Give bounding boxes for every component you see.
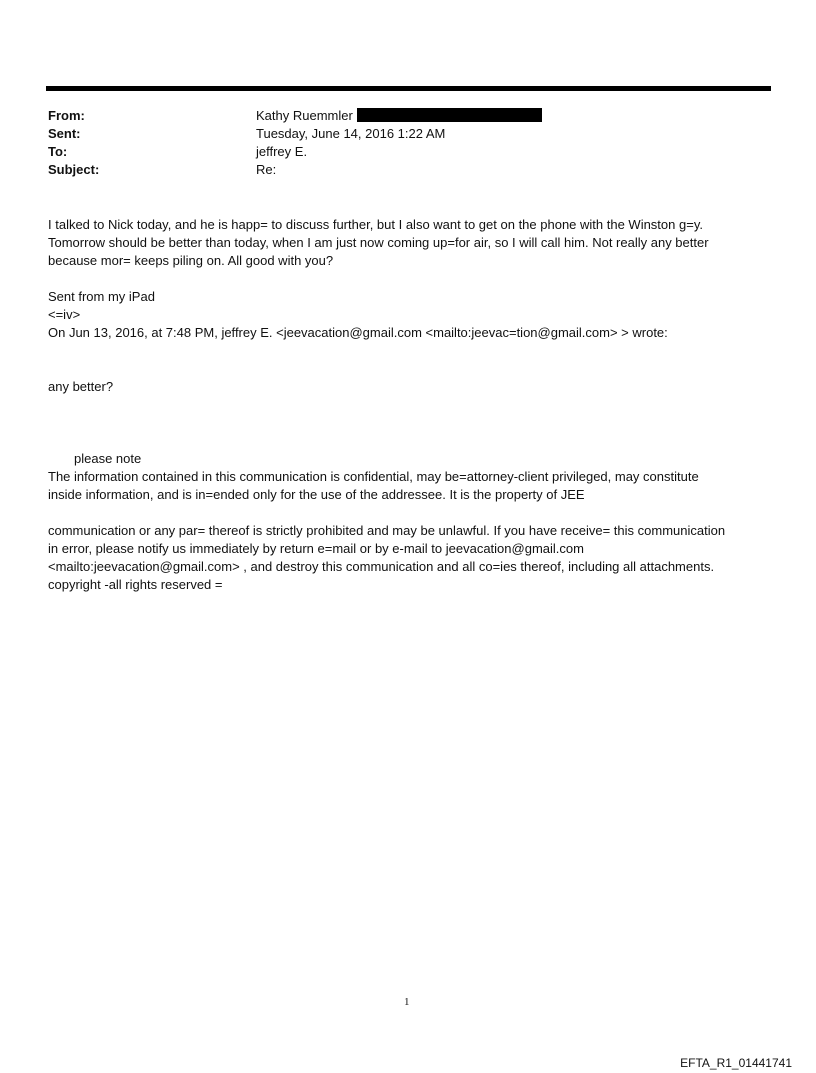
sent-value: Tuesday, June 14, 2016 1:22 AM	[256, 126, 446, 141]
disclaimer-line: communication or any par= thereof is strictly prohibited and may be unlawful. If you have receive= this communication	[48, 523, 726, 538]
header-rule	[46, 86, 771, 91]
redaction-bar	[357, 108, 542, 122]
subject-value: Re:	[256, 162, 277, 177]
disclaimer-line: inside information, and is in=ended only for the use of the addressee. It is the property of JEE	[48, 487, 585, 502]
message-paragraph	[48, 216, 768, 270]
paragraph-line: Tomorrow should be better than today, when I am just now coming up=for air, so I will call him. Not really any better	[48, 235, 709, 250]
quote-header-line: On Jun 13, 2016, at 7:48 PM, jeffrey E. <jeevacation@gmail.com <mailto:jeevac=tion@gmail.com> > wrote:	[48, 325, 668, 340]
page-number: 1	[404, 996, 410, 1008]
to-value: jeffrey E.	[256, 144, 308, 159]
from-name: Kathy Ruemmler	[256, 108, 353, 123]
from-value	[256, 108, 542, 123]
from-label: From:	[48, 108, 85, 123]
to-label: To:	[48, 144, 68, 159]
disclaimer-line: in error, please notify us immediately by return e=mail or by e-mail to jeevacation@gmail.com	[48, 541, 584, 556]
disclaimer-line: copyright -all rights reserved =	[48, 577, 223, 592]
sent-label: Sent:	[48, 126, 81, 141]
signature-line: Sent from my iPad	[48, 289, 155, 304]
paragraph-line: because mor= keeps piling on. All good with you?	[48, 253, 334, 268]
disclaimer-block-2	[48, 522, 768, 594]
disclaimer-line: <mailto:jeevacation@gmail.com> , and destroy this communication and all co=ies thereof, including all attachments.	[48, 559, 715, 574]
disclaimer-line: The information contained in this communication is confidential, may be=attorney-client privileged, may constitute	[48, 469, 699, 484]
disclaimer-block-1	[48, 450, 768, 504]
document-id: EFTA_R1_01441741	[680, 1056, 792, 1070]
please-note-line: please note	[74, 451, 142, 466]
subject-label: Subject:	[48, 162, 100, 177]
paragraph-line: I talked to Nick today, and he is happ= to discuss further, but I also want to get on the phone with the Winston g=y.	[48, 217, 703, 232]
signature-block	[48, 288, 768, 342]
div-tag-line: <=iv>	[48, 307, 81, 322]
reply-text: any better?	[48, 379, 114, 394]
